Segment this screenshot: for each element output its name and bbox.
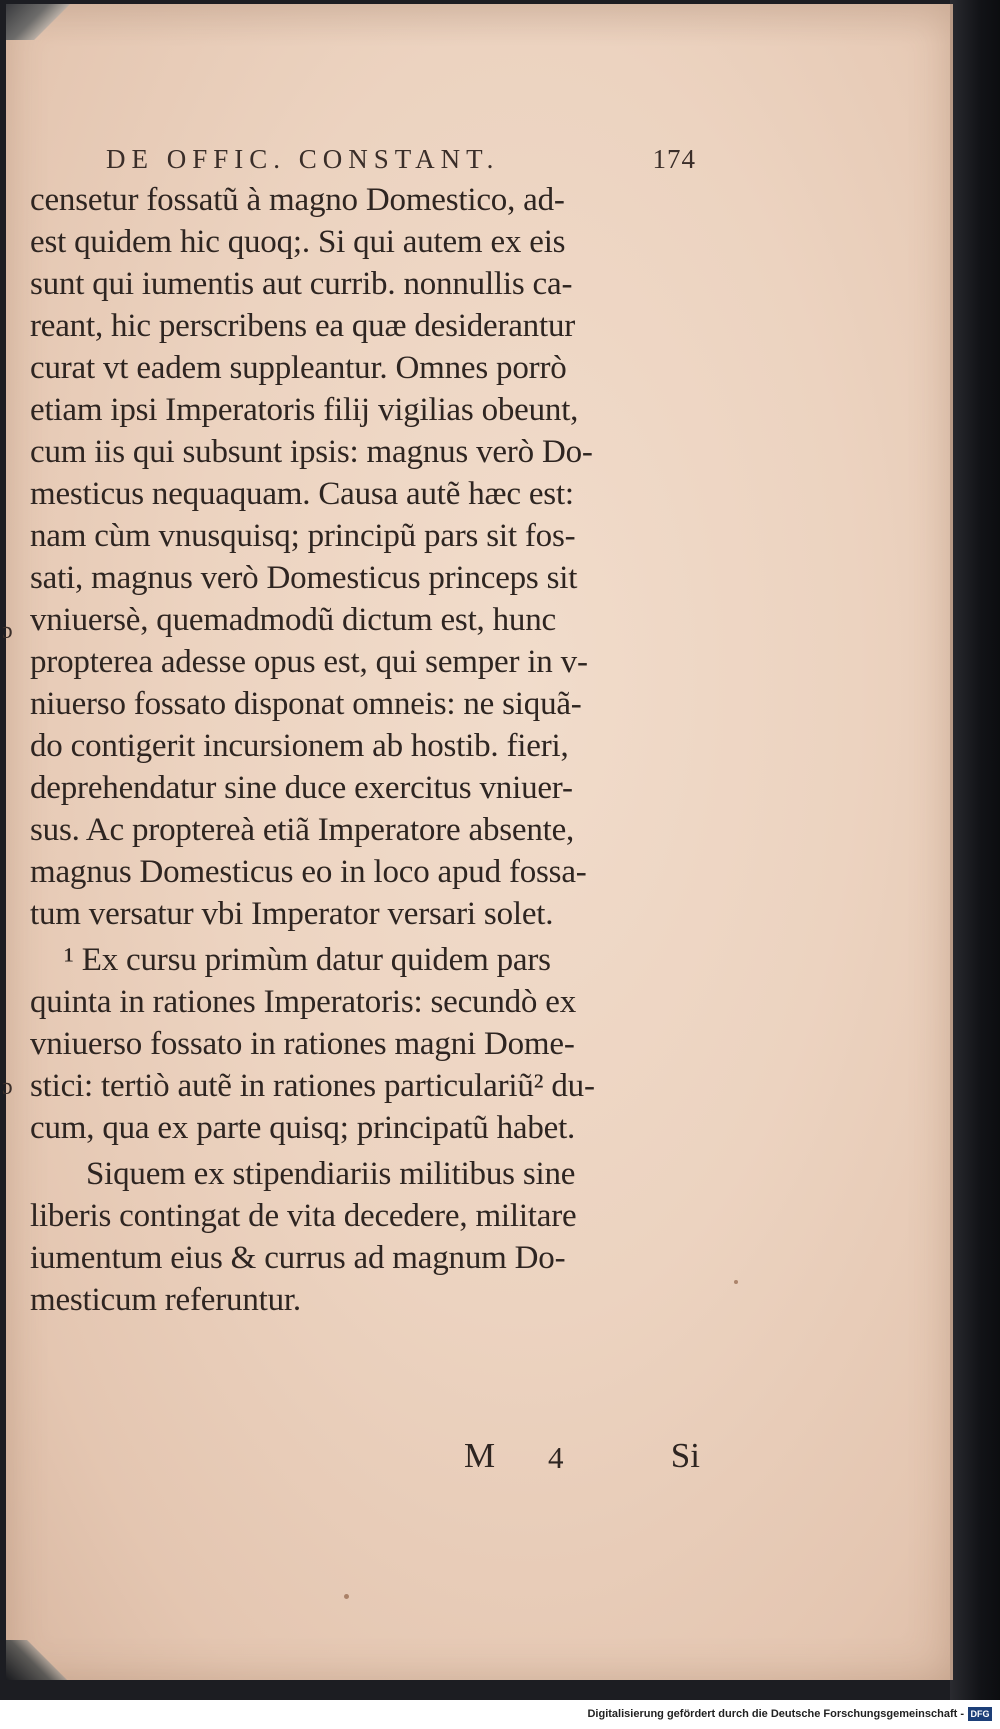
text-line: tum versatur vbi Imperator versari solet. (30, 896, 554, 932)
text-line: cum iis qui subsunt ipsis: magnus verò Do- (30, 434, 593, 470)
catchword: Si (670, 1436, 700, 1475)
running-head (106, 144, 696, 184)
signature-line (464, 1436, 700, 1480)
text-line: niuerso fossato disponat omneis: ne siquã- (30, 686, 582, 722)
text-line: quinta in rationes Imperatoris: secundò ex (30, 984, 577, 1020)
text-line: vniuerso fossato in rationes magni Dome- (30, 1026, 575, 1062)
text-line: magnus Domesticus eo in loco apud fossa- (30, 854, 587, 890)
signature-number: 4 (548, 1440, 564, 1475)
text-line: do contigerit incursionem ab hostib. fieri, (30, 728, 569, 764)
text-line: sunt qui iumentis aut currib. nonnullis ca- (30, 266, 573, 302)
book-binding-edge (950, 0, 1000, 1700)
footer-bar (0, 1700, 1000, 1729)
page-corner-curl-top (6, 4, 76, 40)
margin-mark: ɔ (2, 1074, 13, 1100)
text-line: sati, magnus verò Domesticus princeps sit (30, 560, 578, 596)
text-line: est quidem hic quoq;. Si qui autem ex eis (30, 224, 566, 260)
running-title: DE OFFIC. CONSTANT. (106, 144, 500, 174)
text-line: censetur fossatũ à magno Domestico, ad- (30, 182, 565, 218)
page-top-shading (36, 4, 950, 44)
text-line: mesticum referuntur. (30, 1282, 301, 1318)
text-line: nam cùm vnusquisq; principũ pars sit fos- (30, 518, 576, 554)
text-line: propterea adesse opus est, qui semper in v- (30, 644, 588, 680)
dfg-logo: DFG (968, 1707, 992, 1721)
text-line: etiam ipsi Imperatoris filij vigilias obeunt, (30, 392, 579, 428)
text-line: ¹ Ex cursu primùm datur quidem pars (64, 942, 551, 978)
text-line: cum, qua ex parte quisq; principatũ habet. (30, 1110, 576, 1146)
text-line: liberis contingat de vita decedere, militare (30, 1198, 577, 1234)
text-line: mesticus nequaquam. Causa autẽ hæc est: (30, 476, 574, 512)
page-number: 174 (652, 144, 696, 174)
margin-mark: ɔ (2, 618, 13, 644)
funding-notice: Digitalisierung gefördert durch die Deutsche Forschungsgemeinschaft - (587, 1708, 964, 1720)
text-line: Siquem ex stipendiariis militibus sine (86, 1156, 576, 1192)
text-line: reant, hic perscribens ea quæ desiderantur (30, 308, 576, 344)
page-corner-curl-bottom (6, 1640, 76, 1680)
foxing-spot (734, 1280, 738, 1284)
text-line: deprehendatur sine duce exercitus vniuer- (30, 770, 573, 806)
text-line: sus. Ac proptereà etiã Imperatore absente, (30, 812, 575, 848)
text-line: stici: tertiò autẽ in rationes particulariũ² du- (30, 1068, 595, 1104)
book-page (2, 4, 953, 1680)
text-line: curat vt eadem suppleantur. Omnes porrò (30, 350, 567, 386)
text-line: iumentum eius & currus ad magnum Do- (30, 1240, 566, 1276)
foxing-spot (344, 1594, 349, 1599)
signature-mark: M (464, 1436, 496, 1475)
text-line: vniuersè, quemadmodũ dictum est, hunc (30, 602, 556, 638)
